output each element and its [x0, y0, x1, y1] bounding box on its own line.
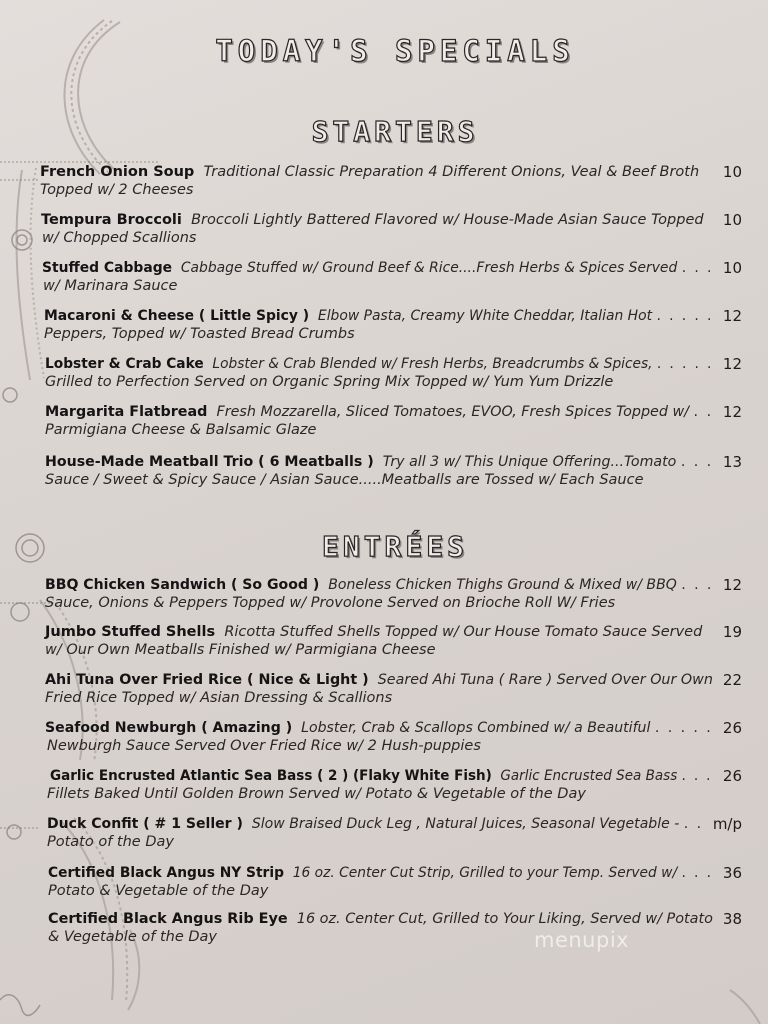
item-description: Fresh Mozzarella, Sliced Tomatoes, EVOO, Fresh Spices Topped w/ — [216, 404, 690, 420]
item-description-cont: & Vegetable of the Day — [48, 929, 217, 945]
menu-item: BBQ Chicken Sandwich ( So Good ) Boneless Chicken Thighs Ground & Mixed w/ BBQ . . . Sauce, Onions & Peppers Topped w/ Provolone Served on Brioche Roll W/ Fries 12 — [45, 576, 742, 611]
item-name: Garlic Encrusted Atlantic Sea Bass ( 2 ) (Flaky White Fish) — [50, 768, 492, 784]
item-description-cont: Fried Rice Topped w/ Asian Dressing & Scallions — [45, 690, 393, 706]
item-price: 38 — [722, 910, 742, 928]
item-description: Traditional Classic Preparation 4 Different Onions, Veal & Beef Broth — [203, 164, 700, 180]
item-description: Try all 3 w/ This Unique Offering...Tomato — [382, 454, 677, 470]
item-price: 36 — [722, 864, 742, 882]
item-price: 13 — [722, 453, 742, 471]
menu-item: Duck Confit ( # 1 Seller ) Slow Braised Duck Leg , Natural Juices, Seasonal Vegetable - . . Potato of the Day m/p — [47, 815, 742, 850]
menu-item: Certified Black Angus NY Strip 16 oz. Center Cut Strip, Grilled to your Temp. Served w/ . . . Potato & Vegetable of the Day 36 — [48, 864, 742, 899]
item-name: BBQ Chicken Sandwich ( So Good ) — [45, 577, 320, 593]
item-description-cont: w/ Our Own Meatballs Finished w/ Parmigiana Cheese — [45, 642, 436, 658]
item-price: 12 — [722, 307, 742, 325]
menu-item — [0, 163, 768, 207]
section-title-starters: STARTERS — [311, 115, 479, 148]
menu-item — [0, 211, 768, 255]
item-name: Lobster & Crab Cake — [45, 356, 204, 372]
item-price: 12 — [722, 355, 742, 373]
menu-item: House-Made Meatball Trio ( 6 Meatballs ) Try all 3 w/ This Unique Offering...Tomato . . . Sauce / Sweet & Spicy Sauce / Asian Sauce.....Meatballs are Tossed w/ Each Sauce 13 — [45, 453, 742, 488]
item-description-cont: Fillets Baked Until Golden Brown Served w/ Potato & Vegetable of the Day — [47, 786, 586, 802]
item-price: 10 — [722, 211, 742, 229]
item-description-cont: Topped w/ 2 Cheeses — [40, 182, 194, 198]
item-price: 26 — [722, 767, 742, 785]
item-price: 12 — [722, 403, 742, 421]
item-name: Seafood Newburgh ( Amazing ) — [45, 720, 293, 736]
menu-item: Margarita Flatbread Fresh Mozzarella, Sliced Tomatoes, EVOO, Fresh Spices Topped w/ . . Parmigiana Cheese & Balsamic Glaze 12 — [45, 403, 742, 438]
menu-item — [0, 910, 768, 954]
item-name: Macaroni & Cheese ( Little Spicy ) — [44, 308, 310, 324]
menu-item — [0, 623, 768, 667]
item-price: 19 — [722, 623, 742, 641]
item-description-cont: Grilled to Perfection Served on Organic Spring Mix Topped w/ Yum Yum Drizzle — [45, 374, 614, 390]
item-description-cont: Peppers, Topped w/ Toasted Bread Crumbs — [44, 326, 355, 342]
item-price: 10 — [722, 259, 742, 277]
item-description: Lobster, Crab & Scallops Combined w/ a Beautiful — [301, 720, 651, 736]
item-name: House-Made Meatball Trio ( 6 Meatballs ) — [45, 454, 374, 470]
item-price: 26 — [722, 719, 742, 737]
menu-item: Macaroni & Cheese ( Little Spicy ) Elbow Pasta, Creamy White Cheddar, Italian Hot . . . . . Peppers, Topped w/ Toasted Bread Crumbs 12 — [44, 307, 742, 342]
menu-item: Garlic Encrusted Atlantic Sea Bass ( 2 ) (Flaky White Fish) Garlic Encrusted Sea Bass . . . Fillets Baked Until Golden Brown Served w/ Potato & Vegetable of the Day 26 — [47, 767, 742, 802]
item-description: Seared Ahi Tuna ( Rare ) Served Over Our Own — [377, 672, 713, 688]
item-name: Certified Black Angus NY Strip — [48, 865, 284, 881]
item-description-cont: Parmigiana Cheese & Balsamic Glaze — [45, 422, 317, 438]
item-description-cont: w/ Marinara Sauce — [43, 278, 178, 294]
item-name: Margarita Flatbread — [45, 404, 208, 420]
item-name: Certified Black Angus Rib Eye — [48, 911, 288, 927]
item-description-cont: Potato of the Day — [47, 834, 174, 850]
item-name: Stuffed Cabbage — [42, 260, 173, 276]
menu-item: Seafood Newburgh ( Amazing ) Lobster, Crab & Scallops Combined w/ a Beautiful . . . . . Newburgh Sauce Served Over Fried Rice w/ 2 Hush-puppies 26 — [45, 719, 742, 754]
item-description-cont: Potato & Vegetable of the Day — [48, 883, 269, 899]
item-name: Duck Confit ( # 1 Seller ) — [47, 816, 243, 832]
item-description: Ricotta Stuffed Shells Topped w/ Our House Tomato Sauce Served — [224, 624, 703, 640]
item-description: 16 oz. Center Cut, Grilled to Your Liking, Served w/ Potato — [296, 911, 713, 927]
item-name: Tempura Broccoli — [41, 212, 182, 228]
item-description: Slow Braised Duck Leg , Natural Juices, Seasonal Vegetable - — [251, 816, 680, 832]
menu-title: TODAY'S SPECIALS — [215, 34, 575, 68]
item-price: m/p — [712, 815, 742, 833]
item-price: 22 — [722, 671, 742, 689]
item-description: Cabbage Stuffed w/ Ground Beef & Rice....Fresh Herbs & Spices Served — [180, 260, 678, 276]
menu-item — [0, 671, 768, 715]
item-price: 12 — [722, 576, 742, 594]
item-description: Elbow Pasta, Creamy White Cheddar, Italian Hot — [317, 308, 653, 324]
item-description: 16 oz. Center Cut Strip, Grilled to your Temp. Served w/ — [292, 865, 678, 881]
item-description-cont: Sauce, Onions & Peppers Topped w/ Provolone Served on Brioche Roll W/ Fries — [45, 595, 616, 611]
item-description: Garlic Encrusted Sea Bass — [500, 768, 678, 784]
item-name: Ahi Tuna Over Fried Rice ( Nice & Light ) — [45, 672, 369, 688]
item-description-cont: w/ Chopped Scallions — [42, 230, 197, 246]
item-description-cont: Sauce / Sweet & Spicy Sauce / Asian Sauce.....Meatballs are Tossed w/ Each Sauce — [45, 472, 644, 488]
watermark: menupix — [534, 928, 630, 952]
item-name: Jumbo Stuffed Shells — [45, 624, 216, 640]
item-description: Broccoli Lightly Battered Flavored w/ House-Made Asian Sauce Topped — [191, 212, 704, 228]
item-price: 10 — [722, 163, 742, 181]
item-description: Boneless Chicken Thighs Ground & Mixed w/ BBQ — [328, 577, 677, 593]
item-description: Lobster & Crab Blended w/ Fresh Herbs, Breadcrumbs & Spices, — [212, 356, 653, 372]
item-name: French Onion Soup — [40, 164, 195, 180]
section-title-entrees: ENTRÉES — [321, 530, 468, 563]
menu-item: Stuffed Cabbage Cabbage Stuffed w/ Ground Beef & Rice....Fresh Herbs & Spices Served . . . w/ Marinara Sauce 10 — [42, 259, 742, 294]
menu-item: Lobster & Crab Cake Lobster & Crab Blended w/ Fresh Herbs, Breadcrumbs & Spices, . . . . . Grilled to Perfection Served on Organic Spring Mix Topped w/ Yum Yum Drizzle 12 — [45, 355, 742, 390]
item-description-cont: Newburgh Sauce Served Over Fried Rice w/ 2 Hush-puppies — [47, 738, 481, 754]
